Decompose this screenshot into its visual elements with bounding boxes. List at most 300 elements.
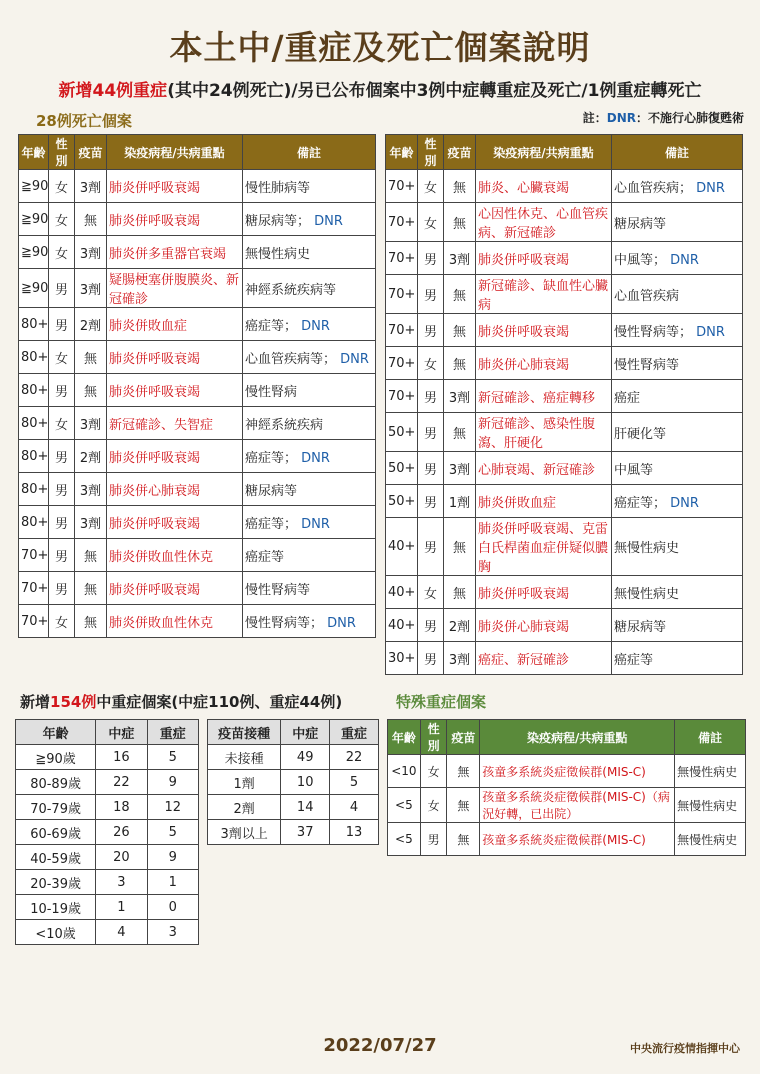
vaccine-cell: 無 [444,314,476,347]
vaccine-header-0: 疫苗接種 [208,720,281,745]
age-row [16,770,199,795]
death-left-row [19,269,376,308]
moderate-cell: 18 [96,795,147,820]
course-cell: 肺炎併呼吸衰竭、克雷白氏桿菌血症併疑似膿胸 [476,518,612,576]
vaccine-cell: 無 [444,170,476,203]
remark-text: 無慢性病史 [614,541,680,556]
age-cell: 30+ [386,642,418,675]
vaccine-stats-table [207,719,379,845]
death-right-row [386,642,743,675]
sex-cell: 女 [49,236,75,269]
remark-cell [243,572,376,605]
death-right-row [386,203,743,242]
sex-cell: 男 [418,452,444,485]
age-cell: 70+ [386,203,418,242]
remark-text: 癌症等； [245,516,298,532]
age-cell: 80+ [19,407,49,440]
remark-text: 慢性腎病等； [614,324,693,340]
course-cell: 癌症、新冠確診 [476,642,612,675]
course-cell: 心因性休克、心血管疾病、新冠確診 [476,203,612,242]
age-cell: 70+ [19,572,49,605]
dnr-note: 註：DNR：不施行心肺復甦術 [582,111,744,125]
course-cell: 肺炎併敗血症 [107,308,243,341]
severe-cell: 5 [147,745,198,770]
age-cell: 80+ [19,473,49,506]
severe-cell: 3 [147,920,198,945]
death-left-row [19,506,376,539]
course-cell: 肺炎併多重器官衰竭 [107,236,243,269]
severe-cell: 9 [147,770,198,795]
remark-cell [243,341,376,374]
age-row [16,895,199,920]
remark-cell [243,440,376,473]
remark-cell: 無慢性病史 [675,788,746,823]
vaccine-row [208,820,379,845]
label-cell: 80-89歲 [16,770,96,795]
special-row [388,823,746,856]
course-cell: 孩童多系統炎症徵候群(MIS-C) [480,823,675,856]
course-cell: 肺炎併敗血性休克 [107,539,243,572]
special-header-1: 性別 [420,720,447,755]
death-left-header-1: 性別 [49,135,75,170]
course-cell: 疑腸梗塞併腹膜炎、新冠確診 [107,269,243,308]
vaccine-cell: 無 [75,203,107,236]
death-left-row [19,308,376,341]
age-cell: 70+ [386,170,418,203]
label-cell: 2劑 [208,795,281,820]
remark-cell [612,609,743,642]
remark-text: 癌症等 [614,652,654,668]
course-cell: 肺炎併呼吸衰竭 [107,374,243,407]
death-right-header-3: 染疫病程/共病重點 [476,135,612,170]
remark-cell [243,170,376,203]
death-right-header-0: 年齡 [386,135,418,170]
remark-cell [612,380,743,413]
label-cell: ≧90歲 [16,745,96,770]
remark-text: 癌症等； [245,318,298,334]
death-right-row [386,242,743,275]
subtitle-highlight: 新增44例重症 [58,81,168,101]
age-cell: ≧90 [19,236,49,269]
label-cell: 10-19歲 [16,895,96,920]
sex-cell: 女 [49,170,75,203]
remark-cell [612,642,743,675]
remark-cell [612,452,743,485]
sex-cell: 女 [49,341,75,374]
death-right-row [386,170,743,203]
course-cell: 肺炎併心肺衰竭 [476,609,612,642]
moderate-cell: 14 [281,795,330,820]
vaccine-cell: 3劑 [75,236,107,269]
sex-cell: 男 [418,242,444,275]
remark-cell [243,374,376,407]
vaccine-cell: 無 [444,413,476,452]
vaccine-cell: 無 [75,539,107,572]
death-table-left [18,134,376,638]
vaccine-header-2: 重症 [330,720,379,745]
death-left-row [19,341,376,374]
age-row [16,795,199,820]
age-cell: 40+ [386,518,418,576]
death-left-header-0: 年齡 [19,135,49,170]
course-cell: 肺炎併呼吸衰竭 [107,440,243,473]
vaccine-cell: 3劑 [444,380,476,413]
remark-cell [612,347,743,380]
vaccine-cell: 3劑 [75,473,107,506]
vaccine-cell: 3劑 [75,407,107,440]
remark-text: 慢性腎病等 [245,582,311,598]
special-row [388,755,746,788]
course-cell: 肺炎、心臟衰竭 [476,170,612,203]
sex-cell: 男 [418,518,444,576]
age-cell: 70+ [386,242,418,275]
course-cell: 肺炎併呼吸衰竭 [107,170,243,203]
age-cell: 80+ [19,440,49,473]
course-cell: 肺炎併呼吸衰竭 [107,341,243,374]
dnr-tag: DNR [297,516,330,532]
moderate-cell: 37 [281,820,330,845]
remark-cell [243,473,376,506]
dnr-tag: DNR [692,180,725,196]
course-cell: 肺炎併敗血症 [476,485,612,518]
course-cell: 肺炎併呼吸衰竭 [107,572,243,605]
death-right-row [386,485,743,518]
death-left-row [19,203,376,236]
vaccine-cell: 2劑 [444,609,476,642]
sex-cell: 男 [418,485,444,518]
age-cell: 50+ [386,452,418,485]
remark-text: 心血管疾病等； [245,351,337,367]
remark-cell [612,518,743,576]
severe-cell: 0 [147,895,198,920]
age-cell: 70+ [386,275,418,314]
special-header-3: 染疫病程/共病重點 [480,720,675,755]
vaccine-cell: 無 [444,275,476,314]
remark-text: 神經系統疾病等 [245,282,337,298]
age-cell: 70+ [19,539,49,572]
remark-text: 糖尿病等 [614,619,667,635]
remark-cell [612,485,743,518]
death-right-row [386,314,743,347]
vaccine-cell: 2劑 [75,308,107,341]
age-cell: 50+ [386,413,418,452]
age-stats-table [15,719,199,945]
vaccine-cell: 無 [444,203,476,242]
death-left-row [19,374,376,407]
course-cell: 肺炎併呼吸衰竭 [107,203,243,236]
remark-cell [612,242,743,275]
label-cell: 20-39歲 [16,870,96,895]
sex-cell: 男 [49,506,75,539]
remark-cell [612,170,743,203]
death-left-row [19,605,376,638]
death-left-row [19,170,376,203]
age-cell: <5 [388,823,421,856]
sex-cell: 男 [418,275,444,314]
remark-cell [243,236,376,269]
death-table-right [385,134,743,675]
dnr-tag: DNR [323,615,356,631]
death-left-header-2: 疫苗 [75,135,107,170]
vaccine-cell: 3劑 [444,452,476,485]
remark-text: 慢性腎病 [245,384,298,400]
remark-text: 糖尿病等； [245,213,311,229]
moderate-cell: 49 [281,745,330,770]
label-cell: 40-59歲 [16,845,96,870]
remark-text: 慢性腎病等； [245,615,324,631]
vaccine-cell: 無 [447,823,480,856]
sex-cell: 男 [49,539,75,572]
age-header-0: 年齡 [16,720,96,745]
course-cell: 肺炎併心肺衰竭 [476,347,612,380]
death-left-row [19,572,376,605]
death-left-header-3: 染疫病程/共病重點 [107,135,243,170]
moderate-cell: 3 [96,870,147,895]
label-cell: 1劑 [208,770,281,795]
age-cell: 70+ [386,314,418,347]
age-cell: ≧90 [19,203,49,236]
report-date: 2022/07/27 [323,1035,437,1056]
death-right-row [386,518,743,576]
remark-text: 癌症等； [614,495,667,511]
severe-cell: 4 [330,795,379,820]
remark-text: 肝硬化等 [614,426,667,442]
course-cell: 肺炎併呼吸衰竭 [476,576,612,609]
death-left-header-4: 備註 [243,135,376,170]
sex-cell: 女 [49,407,75,440]
remark-text: 無慢性病史 [614,586,680,602]
severe-cell: 22 [330,745,379,770]
age-row [16,845,199,870]
remark-cell: 無慢性病史 [675,755,746,788]
remark-cell [243,605,376,638]
sex-cell: 男 [49,440,75,473]
severe-section-heading: 新增154例中重症個案(中症110例、重症44例) [20,693,343,711]
moderate-cell: 22 [96,770,147,795]
course-cell: 新冠確診、失智症 [107,407,243,440]
remark-text: 無慢性病史 [245,246,311,262]
course-cell: 肺炎併呼吸衰竭 [476,314,612,347]
severe-cell: 5 [330,770,379,795]
remark-cell [243,269,376,308]
moderate-cell: 4 [96,920,147,945]
death-right-header-4: 備註 [612,135,743,170]
course-cell: 肺炎併呼吸衰竭 [476,242,612,275]
vaccine-cell: 3劑 [444,242,476,275]
remark-text: 中風等； [614,252,667,268]
moderate-cell: 1 [96,895,147,920]
age-row [16,870,199,895]
course-cell: 心肺衰竭、新冠確診 [476,452,612,485]
severe-cell: 1 [147,870,198,895]
age-cell: 50+ [386,485,418,518]
moderate-cell: 16 [96,745,147,770]
vaccine-cell: 無 [444,576,476,609]
age-row [16,920,199,945]
course-cell: 新冠確診、癌症轉移 [476,380,612,413]
remark-cell [243,539,376,572]
vaccine-header-1: 中症 [281,720,330,745]
vaccine-cell: 無 [447,788,480,823]
sex-cell: 女 [420,788,447,823]
remark-text: 癌症等； [245,450,298,466]
remark-text: 糖尿病等 [614,216,667,232]
death-right-header-1: 性別 [418,135,444,170]
vaccine-cell: 無 [444,518,476,576]
death-right-row [386,609,743,642]
special-cases-table [387,719,746,856]
remark-text: 癌症 [614,390,641,406]
moderate-cell: 20 [96,845,147,870]
death-right-row [386,413,743,452]
vaccine-row [208,795,379,820]
label-cell: 未接種 [208,745,281,770]
age-cell: ≧90 [19,170,49,203]
sex-cell: 男 [49,308,75,341]
sex-cell: 男 [420,823,447,856]
death-left-row [19,473,376,506]
death-right-row [386,347,743,380]
sex-cell: 女 [49,203,75,236]
severe-cell: 12 [147,795,198,820]
special-header-4: 備註 [675,720,746,755]
age-cell: 70+ [386,380,418,413]
sex-cell: 女 [418,170,444,203]
dnr-tag: DNR [692,324,725,340]
age-cell: 80+ [19,308,49,341]
label-cell: <10歲 [16,920,96,945]
remark-cell [243,308,376,341]
vaccine-row [208,770,379,795]
vaccine-cell: 無 [447,755,480,788]
remark-cell [612,413,743,452]
sex-cell: 女 [420,755,447,788]
dnr-tag: DNR [297,450,330,466]
age-cell: <5 [388,788,421,823]
remark-text: 慢性肺病等 [245,180,311,196]
age-cell: ≧90 [19,269,49,308]
vaccine-cell: 3劑 [75,170,107,203]
sex-cell: 男 [418,642,444,675]
severe-cell: 5 [147,820,198,845]
vaccine-cell: 無 [444,347,476,380]
remark-cell: 無慢性病史 [675,823,746,856]
course-cell: 新冠確診、缺血性心臟病 [476,275,612,314]
moderate-cell: 26 [96,820,147,845]
death-section-heading: 28例死亡個案 [36,112,132,130]
death-left-row [19,407,376,440]
label-cell: 70-79歲 [16,795,96,820]
age-cell: <10 [388,755,421,788]
age-cell: 70+ [19,605,49,638]
age-cell: 80+ [19,374,49,407]
special-header-0: 年齡 [388,720,421,755]
remark-cell [612,576,743,609]
age-header-1: 中症 [96,720,147,745]
sex-cell: 男 [418,609,444,642]
age-row [16,745,199,770]
vaccine-cell: 2劑 [75,440,107,473]
age-cell: 40+ [386,609,418,642]
sex-cell: 男 [418,314,444,347]
vaccine-cell: 3劑 [444,642,476,675]
age-cell: 70+ [386,347,418,380]
sex-cell: 男 [418,413,444,452]
moderate-cell: 10 [281,770,330,795]
sex-cell: 女 [418,347,444,380]
course-cell: 肺炎併心肺衰竭 [107,473,243,506]
death-left-row [19,440,376,473]
age-header-2: 重症 [147,720,198,745]
remark-text: 癌症等 [245,549,285,565]
special-row [388,788,746,823]
vaccine-row [208,745,379,770]
death-left-row [19,236,376,269]
course-cell: 肺炎併呼吸衰竭 [107,506,243,539]
remark-text: 慢性腎病等 [614,357,680,373]
sex-cell: 男 [49,269,75,308]
sex-cell: 女 [418,203,444,242]
age-row [16,820,199,845]
special-header-2: 疫苗 [447,720,480,755]
vaccine-cell: 無 [75,341,107,374]
course-cell: 孩童多系統炎症徵候群(MIS-C) [480,755,675,788]
dnr-tag: DNR [666,495,699,511]
remark-cell [243,203,376,236]
issuer-name: 中央流行疫情指揮中心 [630,1042,740,1055]
remark-text: 心血管疾病； [614,180,693,196]
dnr-tag: DNR [666,252,699,268]
course-cell: 肺炎併敗血性休克 [107,605,243,638]
death-right-row [386,576,743,609]
vaccine-cell: 無 [75,605,107,638]
remark-cell [612,314,743,347]
dnr-tag: DNR [336,351,369,367]
page-title: 本土中/重症及死亡個案說明 [169,28,591,67]
label-cell: 3劑以上 [208,820,281,845]
dnr-tag: DNR [310,213,343,229]
death-right-header-2: 疫苗 [444,135,476,170]
sex-cell: 男 [418,380,444,413]
remark-cell [243,407,376,440]
subtitle-rest: (其中24例死亡)/另已公布個案中3例中症轉重症及死亡/1例重症轉死亡 [167,81,702,101]
age-cell: 40+ [386,576,418,609]
age-cell: 80+ [19,506,49,539]
sex-cell: 女 [418,576,444,609]
label-cell: 60-69歲 [16,820,96,845]
death-right-row [386,452,743,485]
remark-text: 心血管疾病 [614,288,680,304]
remark-cell [243,506,376,539]
age-cell: 80+ [19,341,49,374]
dnr-tag: DNR [297,318,330,334]
course-cell: 孩童多系統炎症徵候群(MIS-C)（病況好轉，已出院） [480,788,675,823]
sex-cell: 男 [49,374,75,407]
sex-cell: 女 [49,605,75,638]
sex-cell: 男 [49,572,75,605]
death-right-row [386,380,743,413]
severe-cell: 13 [330,820,379,845]
remark-text: 中風等 [614,462,654,478]
vaccine-cell: 3劑 [75,269,107,308]
remark-text: 糖尿病等 [245,483,298,499]
remark-cell [612,275,743,314]
remark-cell [612,203,743,242]
vaccine-cell: 3劑 [75,506,107,539]
vaccine-cell: 無 [75,572,107,605]
death-left-row [19,539,376,572]
sex-cell: 男 [49,473,75,506]
